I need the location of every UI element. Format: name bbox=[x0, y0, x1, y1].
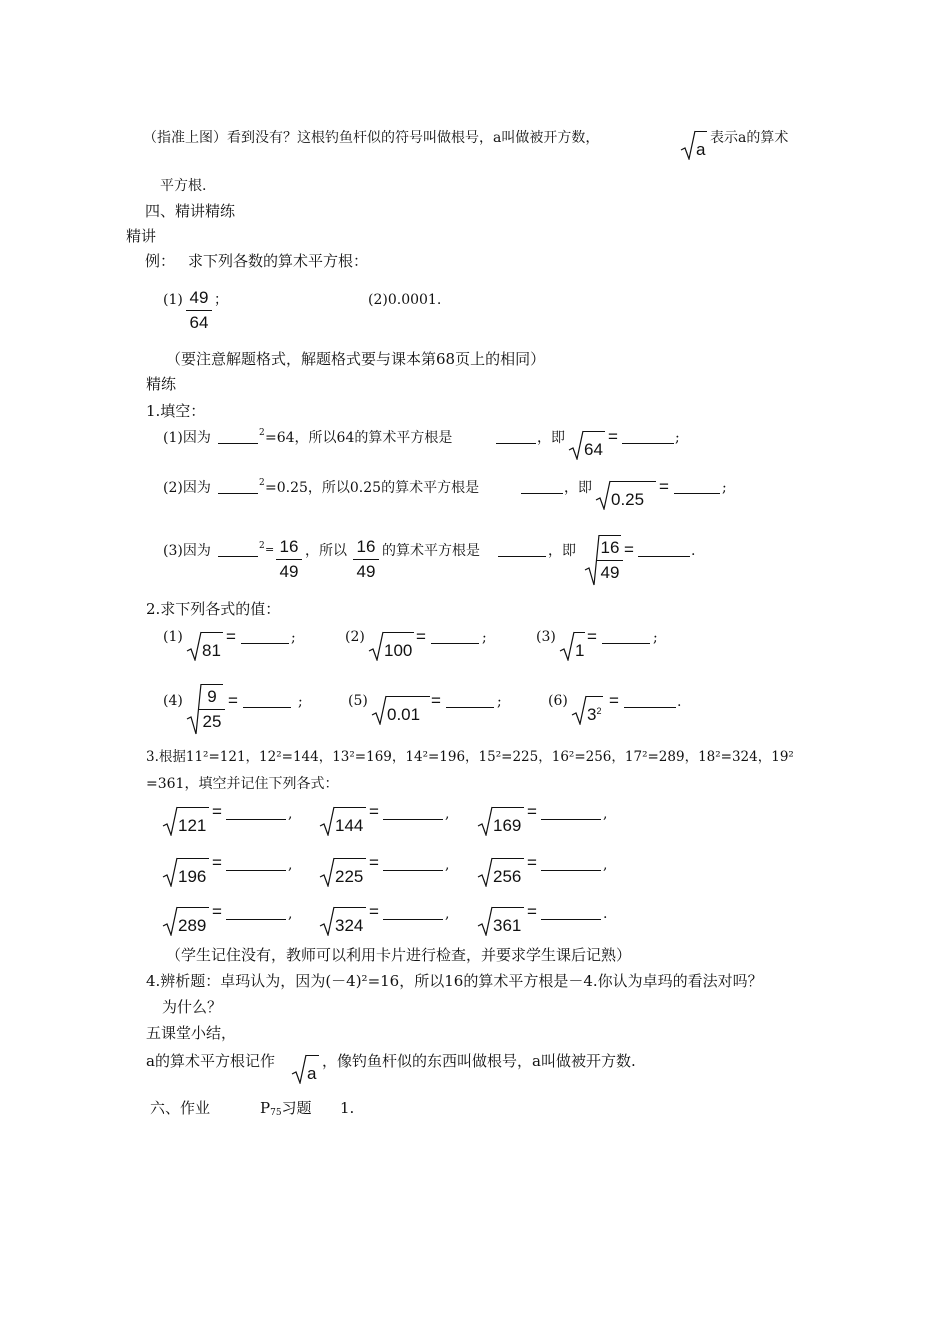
q2-title: 2.求下列各式的值： bbox=[146, 600, 281, 618]
jinglian-heading: 精练 bbox=[146, 375, 177, 393]
section6-p: P bbox=[260, 1099, 271, 1117]
q3-equals: = bbox=[212, 902, 222, 921]
q2-item4-blank[interactable] bbox=[243, 695, 291, 708]
radical-icon bbox=[559, 631, 575, 661]
q2-item6-blank[interactable] bbox=[624, 695, 676, 708]
q3-punctuation: , bbox=[288, 906, 293, 922]
q2-item1-blank[interactable] bbox=[241, 631, 289, 644]
q1a-blank-3[interactable] bbox=[622, 431, 674, 444]
q1c-ji: ，即 bbox=[548, 543, 576, 559]
section5-text-2: ，像钓鱼杆似的东西叫做根号，a叫做被开方数. bbox=[322, 1052, 636, 1070]
section5-sqrt-a: a bbox=[291, 1054, 319, 1084]
q1b-semicolon: ; bbox=[722, 480, 727, 496]
q4-line1: 4.辨析题：卓玛认为，因为(－4)²=16，所以16的算术平方根是－4.你认为卓玛的看法对吗？ bbox=[146, 972, 763, 990]
q1b-sqrt-025: 0.25 bbox=[595, 480, 659, 510]
q1c-period: . bbox=[691, 543, 696, 559]
radical-icon bbox=[319, 857, 335, 887]
example-item1-suffix: ； bbox=[214, 292, 228, 308]
q2-item6-label: (6) bbox=[548, 693, 568, 709]
q1c-prefix: (3)因为 bbox=[163, 543, 211, 559]
q1a-ji: ，即 bbox=[537, 430, 565, 446]
radical-icon bbox=[371, 695, 387, 725]
radical-icon bbox=[162, 906, 178, 936]
q3-punctuation: , bbox=[445, 906, 450, 922]
example-label: 例： bbox=[145, 252, 176, 270]
q2-item3-semicolon: ; bbox=[653, 630, 658, 646]
radical-icon bbox=[477, 806, 493, 836]
q3-punctuation: , bbox=[288, 806, 293, 822]
q2-item4-semicolon: ; bbox=[298, 694, 303, 710]
q1a-mid: =64，所以64的算术平方根是 bbox=[265, 430, 453, 446]
intro-text-1: （指准上图）看到没有？这根钓鱼杆似的符号叫做根号，a叫做被开方数， bbox=[143, 130, 600, 146]
q1a-prefix: (1)因为 bbox=[163, 430, 211, 446]
radical-icon bbox=[568, 430, 584, 460]
q3-sqrt-arg: 144 bbox=[335, 816, 364, 835]
q3-blank[interactable] bbox=[383, 807, 443, 820]
q2-item6-exp: 2 bbox=[596, 706, 602, 716]
radical-icon bbox=[162, 806, 178, 836]
q3-punctuation: , bbox=[603, 857, 608, 873]
radical-icon bbox=[571, 695, 587, 725]
q1c-mid1: ，所以 bbox=[305, 543, 347, 559]
q2-item6-arg bbox=[587, 705, 601, 725]
q3-sqrt-arg: 169 bbox=[493, 816, 522, 835]
q1a-blank-2[interactable] bbox=[496, 431, 536, 444]
sqrt-a-expression: a bbox=[680, 130, 706, 160]
q1c-fraction-1: 16 49 bbox=[276, 538, 302, 580]
q2-sqrt-9-25 bbox=[186, 683, 226, 735]
q3-sqrt-arg: 225 bbox=[335, 867, 364, 886]
q3-sqrt-225 bbox=[319, 857, 367, 887]
memory-note: （学生记住没有，教师可以利用卡片进行检查，并要求学生课后记熟） bbox=[166, 946, 632, 964]
radical-icon bbox=[162, 857, 178, 887]
q1b-blank-2[interactable] bbox=[521, 481, 563, 494]
q3-blank[interactable] bbox=[541, 907, 601, 920]
q3-punctuation: , bbox=[445, 857, 450, 873]
section5-text-1: a的算术平方根记作 bbox=[146, 1052, 275, 1070]
q3-sqrt-169 bbox=[477, 806, 525, 836]
q1c-fraction-2: 16 49 bbox=[353, 538, 379, 580]
q3-equals: = bbox=[369, 853, 379, 872]
q3-blank[interactable] bbox=[226, 807, 286, 820]
example-fraction-49-64: 49 64 bbox=[186, 289, 212, 331]
q1a-equals: = bbox=[608, 427, 618, 446]
q3-punctuation: , bbox=[445, 806, 450, 822]
q3-equals: = bbox=[212, 802, 222, 821]
q3-blank[interactable] bbox=[226, 907, 286, 920]
q1b-blank-3[interactable] bbox=[674, 481, 720, 494]
q2-item1-label: (1) bbox=[163, 629, 183, 645]
q3-blank[interactable] bbox=[226, 858, 286, 871]
radical-icon bbox=[595, 480, 611, 510]
q2-item5-blank[interactable] bbox=[446, 695, 494, 708]
q1a-blank-1[interactable] bbox=[218, 431, 258, 444]
q3-equals: = bbox=[369, 902, 379, 921]
q2-item2-blank[interactable] bbox=[431, 631, 479, 644]
radical-icon bbox=[680, 130, 696, 160]
q3-punctuation: , bbox=[288, 857, 293, 873]
q3-blank[interactable] bbox=[541, 858, 601, 871]
q2-item6-equals: = bbox=[609, 691, 619, 710]
q2-item2-label: (2) bbox=[345, 629, 365, 645]
q1c-equals: = bbox=[624, 540, 634, 559]
q1c-mid2: 的算术平方根是 bbox=[382, 543, 480, 559]
q1c-blank-2[interactable] bbox=[498, 544, 546, 557]
q3-equals: = bbox=[212, 853, 222, 872]
q3-sqrt-144 bbox=[319, 806, 367, 836]
q2-item2-semicolon: ; bbox=[482, 630, 487, 646]
intro-text-3: 平方根. bbox=[160, 178, 207, 194]
q2-item1-equals: = bbox=[226, 627, 236, 646]
q1b-mid: =0.25，所以0.25的算术平方根是 bbox=[265, 480, 480, 496]
q2-sqrt-81: 81 bbox=[186, 631, 226, 661]
radical-icon bbox=[319, 806, 335, 836]
section6-heading: 六、作业 bbox=[150, 1099, 211, 1117]
q2-item1-semicolon: ; bbox=[291, 630, 296, 646]
q2-item6-base: 3 bbox=[587, 705, 597, 724]
q3-equals: = bbox=[527, 902, 537, 921]
radical-icon bbox=[319, 906, 335, 936]
radical-icon bbox=[368, 631, 384, 661]
q2-item6-period: . bbox=[677, 694, 682, 710]
q1c-sqrt-fraction bbox=[584, 534, 624, 586]
q2-sqrt-100: 100 bbox=[368, 631, 416, 661]
q3-sqrt-arg: 256 bbox=[493, 867, 522, 886]
q3-equals: = bbox=[527, 802, 537, 821]
q3-line2: =361，填空并记住下列各式： bbox=[146, 776, 339, 792]
section4-heading: 四、精讲精练 bbox=[145, 202, 236, 220]
q1-title: 1.填空： bbox=[146, 402, 206, 420]
q2-item5-semicolon: ; bbox=[497, 694, 502, 710]
q2-item3-blank[interactable] bbox=[602, 631, 650, 644]
section5-heading: 五课堂小结， bbox=[146, 1024, 237, 1042]
q3-punctuation: . bbox=[603, 906, 608, 922]
q2-sqrt-3-squared bbox=[571, 695, 605, 725]
q3-line1: 3.根据11²=121，12²=144，13²=169，14²=196，15²=225，16²=256，17²=289，18²=324，19² bbox=[146, 749, 794, 765]
section6-tail: 习题 bbox=[281, 1099, 312, 1117]
q3-equals: = bbox=[527, 853, 537, 872]
radical-icon bbox=[477, 906, 493, 936]
q3-sqrt-arg: 324 bbox=[335, 916, 364, 935]
q3-equals: = bbox=[369, 802, 379, 821]
q3-sqrt-arg: 196 bbox=[178, 867, 207, 886]
q2-sqrt-1: 1 bbox=[559, 631, 585, 661]
q1b-square: 2 bbox=[259, 478, 265, 488]
q4-line2: 为什么？ bbox=[162, 998, 223, 1016]
q1b-prefix: (2)因为 bbox=[163, 480, 211, 496]
q3-blank[interactable] bbox=[383, 907, 443, 920]
q1b-equals: = bbox=[659, 477, 669, 496]
q3-punctuation: , bbox=[603, 806, 608, 822]
q1c-eq: = bbox=[265, 543, 275, 556]
q1c-square: 2 bbox=[259, 541, 265, 551]
q1b-blank-1[interactable] bbox=[218, 481, 258, 494]
q1b-ji: ，即 bbox=[564, 480, 592, 496]
format-note: （要注意解题格式，解题格式要与课本第68页上的相同） bbox=[166, 350, 546, 368]
q2-item4-equals: = bbox=[228, 691, 238, 710]
q1c-sqrt-inner-fraction: 16 49 bbox=[597, 539, 623, 581]
radical-icon bbox=[477, 857, 493, 887]
q1a-semicolon: ; bbox=[675, 430, 680, 446]
jingjiang-heading: 精讲 bbox=[126, 227, 157, 245]
q1a-square: 2 bbox=[259, 428, 265, 438]
radical-icon bbox=[291, 1054, 307, 1084]
q3-sqrt-256 bbox=[477, 857, 525, 887]
q1c-blank-3[interactable] bbox=[638, 544, 690, 557]
q3-sqrt-arg: 121 bbox=[178, 816, 207, 835]
q2-item2-equals: = bbox=[416, 627, 426, 646]
intro-text-2: 表示a的算术 bbox=[710, 130, 789, 146]
example-item2: (2)0.0001. bbox=[368, 292, 442, 308]
q3-sqrt-196 bbox=[162, 857, 210, 887]
section6-exercise bbox=[260, 1101, 312, 1118]
q2-item5-label: (5) bbox=[348, 693, 368, 709]
q2-item5-equals: = bbox=[431, 691, 441, 710]
radical-icon bbox=[186, 631, 202, 661]
q3-blank[interactable] bbox=[541, 807, 601, 820]
q3-sqrt-121 bbox=[162, 806, 210, 836]
q2-item4-label: (4) bbox=[163, 693, 183, 709]
section6-number: 1. bbox=[340, 1099, 355, 1117]
q3-sqrt-289 bbox=[162, 906, 210, 936]
example-item1-label: (1) bbox=[163, 292, 183, 308]
q1a-sqrt-64: 64 bbox=[568, 430, 608, 460]
example-prompt: 求下列各数的算术平方根： bbox=[188, 252, 369, 270]
q3-sqrt-arg: 361 bbox=[493, 916, 522, 935]
q2-sqrt-001: 0.01 bbox=[371, 695, 431, 725]
q3-blank[interactable] bbox=[383, 858, 443, 871]
q3-sqrt-arg: 289 bbox=[178, 916, 207, 935]
q2-item3-label: (3) bbox=[536, 629, 556, 645]
q2-sqrt-inner-fraction: 9 25 bbox=[199, 688, 225, 730]
q2-item3-equals: = bbox=[587, 627, 597, 646]
section6-page: 75 bbox=[270, 1108, 282, 1118]
q3-sqrt-361 bbox=[477, 906, 525, 936]
q3-sqrt-324 bbox=[319, 906, 367, 936]
q1c-blank-1[interactable] bbox=[218, 544, 258, 557]
